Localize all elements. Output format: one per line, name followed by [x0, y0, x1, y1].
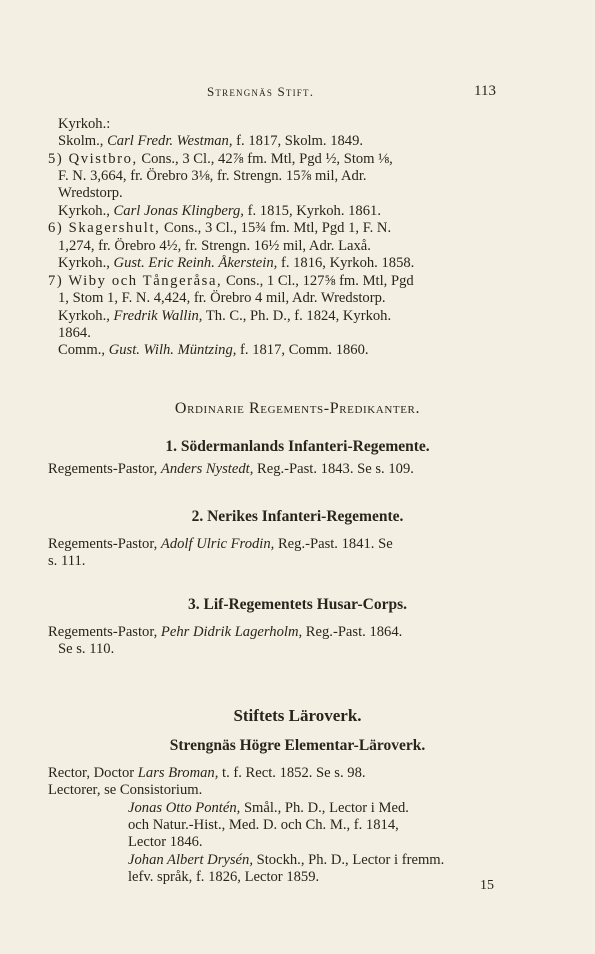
text-line: och Natur.-Hist., Med. D. och Ch. M., f. 1814, — [128, 817, 399, 833]
text-line: 5) Qvistbro, Cons., 3 Cl., 42⅞ fm. Mtl, Pgd ½, Stom ⅛, — [48, 151, 393, 167]
text-line: Kyrkoh., Gust. Eric Reinh. Åkerstein, f. 1816, Kyrkoh. 1858. — [58, 255, 415, 271]
text-line: 1,274, fr. Örebro 4½, fr. Strengn. 16½ mil, Adr. Laxå. — [58, 238, 371, 254]
text-line: Regements-Pastor, Pehr Didrik Lagerholm, Reg.-Past. 1864. — [48, 624, 403, 640]
section-heading-laroverk: Stiftets Läroverk. — [233, 706, 362, 725]
subsection-heading: Strengnäs Högre Elementar-Läroverk. — [169, 737, 426, 754]
text-line: Skolm., Carl Fredr. Westman, f. 1817, Skolm. 1849. — [58, 133, 364, 149]
running-header — [0, 84, 595, 104]
text-line: Kyrkoh.: — [58, 116, 111, 132]
text-line: Jonas Otto Pontén, Smål., Ph. D., Lector i Med. — [128, 800, 409, 816]
text-line: Kyrkoh., Fredrik Wallin, Th. C., Ph. D., f. 1824, Kyrkoh. — [58, 308, 392, 324]
text-line: lefv. språk, f. 1826, Lector 1859. — [128, 869, 320, 885]
text-line: s. 111. — [48, 553, 86, 569]
subsection-heading: 3. Lif-Regementets Husar-Corps. — [188, 596, 407, 613]
text-line: Regements-Pastor, Adolf Ulric Frodin, Reg.-Past. 1841. Se — [48, 536, 393, 552]
text-line: Kyrkoh., Carl Jonas Klingberg, f. 1815, Kyrkoh. 1861. — [58, 203, 381, 219]
text-line: 1, Stom 1, F. N. 4,424, fr. Örebro 4 mil, Adr. Wredstorp. — [58, 290, 386, 306]
text-line: Lectorer, se Consistorium. — [48, 782, 203, 798]
section-heading-regements-predikanter: Ordinarie Regements-Predikanter. — [174, 400, 421, 417]
text-line: Comm., Gust. Wilh. Müntzing, f. 1817, Comm. 1860. — [58, 342, 369, 358]
signature-mark: 15 — [480, 878, 494, 893]
text-line: Lector 1846. — [128, 834, 203, 850]
text-line: Rector, Doctor Lars Broman, t. f. Rect. 1852. Se s. 98. — [48, 765, 366, 781]
text-line: 7) Wiby och Tångeråsa, Cons., 1 Cl., 127⅝ fm. Mtl, Pgd — [48, 273, 414, 289]
text-line: Regements-Pastor, Anders Nystedt, Reg.-Past. 1843. Se s. 109. — [48, 461, 414, 477]
subsection-heading: 1. Södermanlands Infanteri-Regemente. — [165, 438, 430, 455]
page-number: 113 — [474, 83, 496, 99]
text-line: Se s. 110. — [58, 641, 115, 657]
text-line: 1864. — [58, 325, 91, 341]
text-line: Johan Albert Drysén, Stockh., Ph. D., Lector i fremm. — [128, 852, 445, 868]
text-line: 6) Skagershult, Cons., 3 Cl., 15¾ fm. Mtl, Pgd 1, F. N. — [48, 220, 392, 236]
subsection-heading: 2. Nerikes Infanteri-Regemente. — [191, 508, 404, 525]
header-title: Strengnäs Stift. — [207, 84, 315, 99]
text-line: Wredstorp. — [58, 185, 123, 201]
text-line: F. N. 3,664, fr. Örebro 3⅛, fr. Strengn. 15⅞ mil, Adr. — [58, 168, 367, 184]
